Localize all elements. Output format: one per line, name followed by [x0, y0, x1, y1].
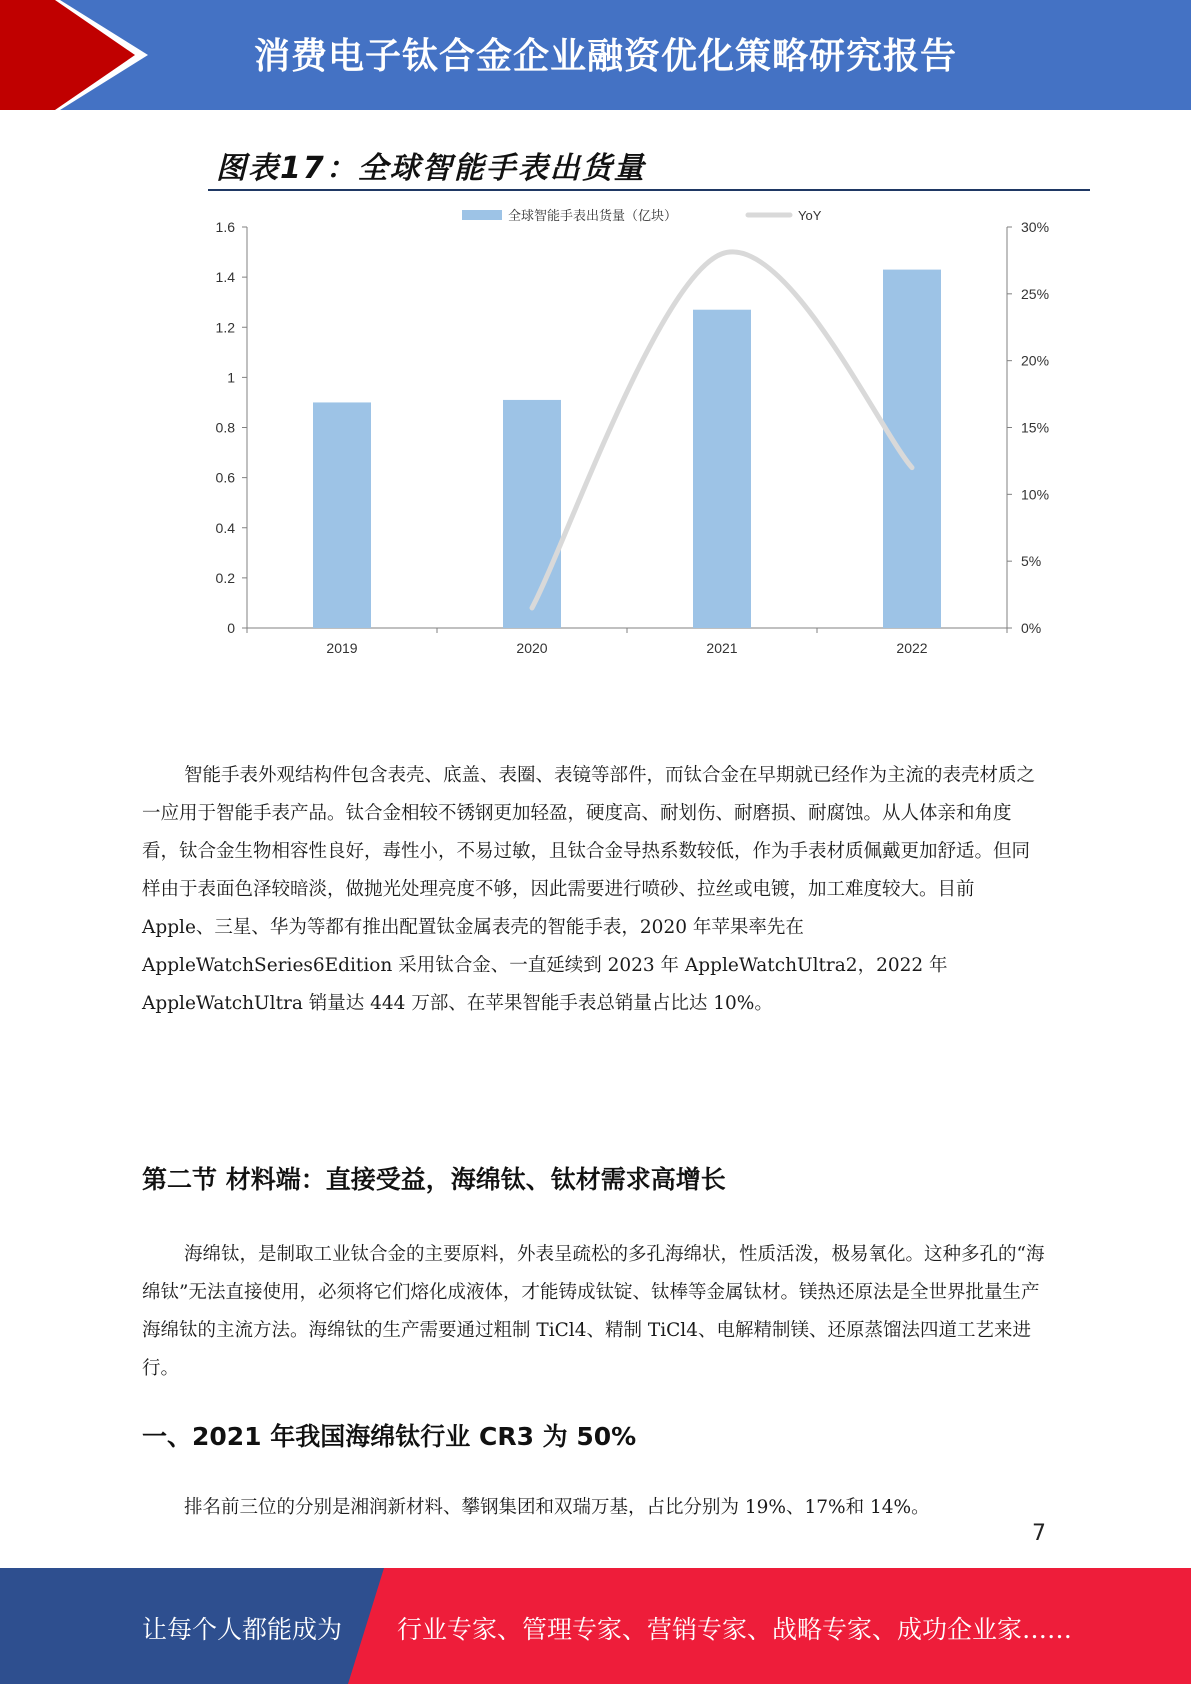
paragraph-sponge-titanium: 海绵钛，是制取工业钛合金的主要原料，外表呈疏松的多孔海绵状，性质活泼，极易氧化。这种多孔的“海绵钛”无法直接使用，必须将它们熔化成液体，才能铸成钛锭、钛棒等金属钛材。镁热还原法是全世界批量生产海绵钛的主流方法。海绵钛的生产需要通过粗制 TiCl4、精制 TiCl4、电解精制镁、还原蒸馏法四道工艺来进行。 [142, 1244, 1045, 1379]
right-tick-label: 20% [1021, 352, 1050, 369]
shipment-chart [200, 205, 1080, 675]
figure-title: 图表17：全球智能手表出货量 [216, 151, 646, 186]
footer-band [0, 1568, 1191, 1684]
paragraph-smartwatch-titanium: 智能手表外观结构件包含表壳、底盖、表圈、表镜等部件，而钛合金在早期就已经作为主流的表壳材质之一应用于智能手表产品。钛合金相较不锈钢更加轻盈，硬度高、耐划伤、耐磨损、耐腐蚀。从人体亲和角度看，钛合金生物相容性良好，毒性小，不易过敏，且钛合金导热系数较低，作为手表材质佩戴更加舒适。但同样由于表面色泽较暗淡，做抛光处理亮度不够，因此需要进行喷砂、拉丝或电镀，加工难度较大。目前 Apple、三星、华为等都有推出配置钛金属表壳的智能手表，2020 年苹果率先在 AppleWatchSeries6Edition 采用钛合金、一直延续到 2023 年 AppleWatchUltra2，2022 年 AppleWatchUltra 销量达 444 万部、在苹果智能手表总销量占比达 10%。 [142, 765, 1036, 1014]
left-tick-label: 0.6 [215, 469, 235, 486]
subsection-heading: 一、2021 年我国海绵钛行业 CR3 为 50% [142, 1422, 637, 1451]
footer-slogan-right: 行业专家、管理专家、营销专家、战略专家、成功企业家…… [397, 1615, 1073, 1644]
right-tick-label: 15% [1021, 419, 1050, 436]
right-tick-label: 25% [1021, 285, 1050, 302]
report-title: 消费电子钛合金企业融资优化策略研究报告 [253, 36, 957, 77]
legend-bar-label: 全球智能手表出货量（亿块） [508, 208, 678, 223]
right-tick-label: 10% [1021, 486, 1050, 503]
x-tick-label: 2020 [516, 640, 548, 656]
bar-2019 [313, 402, 371, 628]
left-tick-label: 1.4 [215, 269, 235, 286]
left-tick-label: 0.4 [215, 519, 235, 536]
right-tick-label: 5% [1021, 553, 1042, 570]
right-tick-label: 30% [1021, 219, 1050, 235]
bar-2022 [883, 270, 941, 628]
section-heading: 第二节 材料端：直接受益，海绵钛、钛材需求高增长 [142, 1165, 726, 1194]
bar-2021 [693, 310, 751, 628]
left-tick-label: 1 [227, 369, 235, 386]
right-tick-label: 0% [1021, 620, 1042, 636]
x-tick-label: 2022 [896, 640, 928, 656]
footer-slogan-left: 让每个人都能成为 [142, 1615, 343, 1644]
legend-bar-swatch [462, 210, 502, 220]
left-tick-label: 0 [227, 620, 235, 636]
left-tick-label: 0.8 [215, 419, 235, 436]
header-band [0, 0, 1191, 110]
left-tick-label: 1.6 [215, 219, 235, 235]
x-tick-label: 2019 [326, 640, 358, 656]
page-number: 7 [1032, 1521, 1046, 1546]
left-tick-label: 0.2 [215, 569, 235, 586]
bar-2020 [503, 400, 561, 628]
figure-title-rule [208, 189, 1090, 191]
paragraph-cr3-ranking: 排名前三位的分别是湘润新材料、攀钢集团和双瑞万基，占比分别为 19%、17%和 14%。 [184, 1497, 930, 1518]
legend-line-label: YoY [798, 208, 822, 223]
x-tick-label: 2021 [706, 640, 738, 656]
left-tick-label: 1.2 [215, 319, 235, 336]
